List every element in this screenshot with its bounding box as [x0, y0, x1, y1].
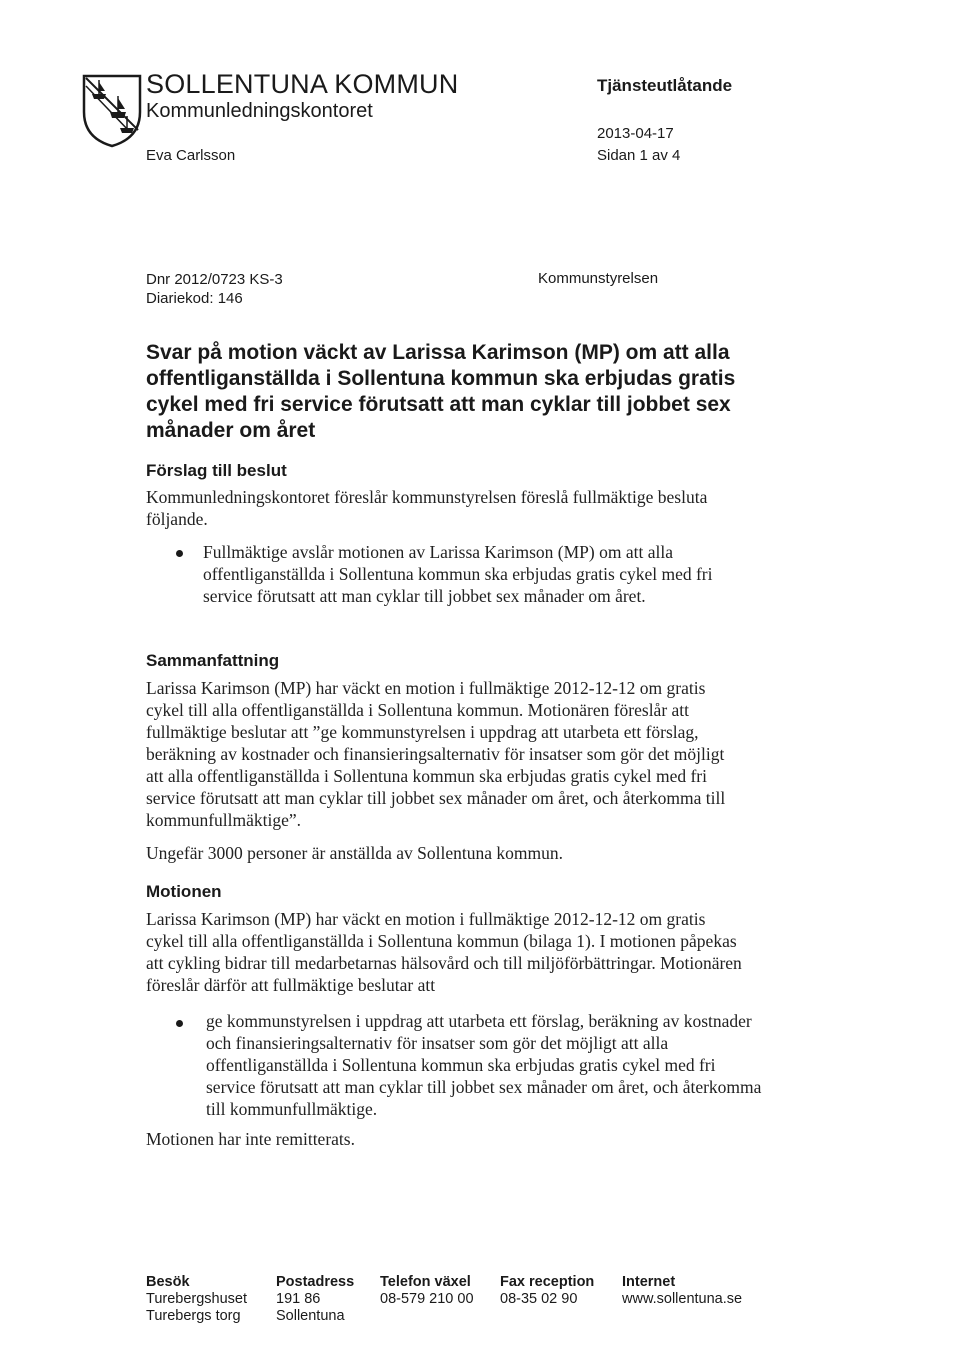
organization-name: SOLLENTUNA KOMMUN	[146, 69, 459, 99]
motionen-paragraph: Larissa Karimson (MP) har väckt en motion i fullmäktige 2012-12-12 om gratis cykel till alla offentliganställda i Sollentuna kommun (bilaga 1). I motionen påpekas att cykling bidrar till medarbetarnas hälsovård och till miljöförbättringar. Motionären föreslår därför att fullmäktige beslutar att	[146, 909, 742, 995]
footer-heading: Besök	[146, 1274, 190, 1290]
sammanfattning-employees: Ungefär 3000 personer är anställda av Sollentuna kommun.	[146, 843, 563, 863]
author-name: Eva Carlsson	[146, 147, 236, 164]
forslag-intro: Kommunledningskontoret föreslår kommunstyrelsen föreslå fullmäktige besluta följande.	[146, 487, 708, 529]
coat-of-arms-icon	[80, 72, 144, 148]
footer-line: 191 86	[276, 1291, 321, 1307]
document-title: Svar på motion väckt av Larissa Karimson (MP) om att alla offentliganställda i Sollentuna kommun ska erbjudas gratis cykel med fri service förutsatt att man cyklar till jobbet sex månader om året	[146, 341, 736, 442]
page-number: Sidan 1 av 4	[597, 147, 681, 164]
diary-number: Dnr 2012/0723 KS-3	[146, 271, 283, 288]
motionen-remittance: Motionen har inte remitterats.	[146, 1129, 355, 1149]
forslag-bullet: Fullmäktige avslår motionen av Larissa Karimson (MP) om att alla offentliganställda i Sollentuna kommun ska erbjudas gratis cykel med fri service förutsatt att man cyklar till jobbet sex månader om året.	[203, 542, 713, 606]
sammanfattning-paragraph: Larissa Karimson (MP) har väckt en motion i fullmäktige 2012-12-12 om gratis cykel till alla offentliganställda i Sollentuna kommun. Motionären föreslår att fullmäktige beslutar att ”ge kommunstyrelsen i uppdrag att utarbeta ett förslag, beräkning av kostnader och finansieringsalternativ för insatser som gör det möjligt att alla offentliganställda i Sollentuna kommun ska erbjudas gratis cykel med fri service förutsatt att man cyklar till jobbet sex månader om året, och återkomma till kommunfullmäktige”.	[146, 678, 726, 830]
bullet-icon	[176, 1020, 183, 1027]
footer-heading: Fax reception	[500, 1274, 595, 1290]
organization-department: Kommunledningskontoret	[146, 100, 373, 122]
footer-phone	[380, 1274, 474, 1308]
footer-line: Turebergshuset	[146, 1291, 248, 1307]
footer-line: 08-579 210 00	[380, 1291, 474, 1307]
section-heading-sammanfattning: Sammanfattning	[146, 651, 280, 670]
footer-internet	[622, 1274, 742, 1308]
document-type: Tjänsteutlåtande	[597, 76, 733, 95]
registration-info	[146, 270, 283, 308]
footer-line: 08-35 02 90	[500, 1291, 578, 1307]
section-heading-forslag: Förslag till beslut	[146, 461, 287, 480]
footer-fax	[500, 1274, 594, 1308]
bullet-icon	[176, 550, 183, 557]
footer-website-link[interactable]: www.sollentuna.se	[622, 1291, 743, 1307]
footer-postal	[276, 1274, 354, 1325]
footer-line: Turebergs torg	[146, 1308, 241, 1324]
footer-line: Sollentuna	[276, 1308, 345, 1324]
footer-heading: Internet	[622, 1274, 676, 1290]
footer-visit	[146, 1274, 247, 1325]
section-heading-motionen: Motionen	[146, 882, 222, 901]
motionen-bullet: ge kommunstyrelsen i uppdrag att utarbeta ett förslag, beräkning av kostnader och finansieringsalternativ för insatser som gör det möjligt att alla offentliganställda i Sollentuna kommun ska erbjudas gratis cykel med fri service förutsatt att man cyklar till jobbet sex månader om året, och återkomma till kommunfullmäktige.	[206, 1011, 762, 1119]
footer-heading: Postadress	[276, 1274, 355, 1290]
footer-heading: Telefon växel	[380, 1274, 471, 1290]
diary-code: Diariekod: 146	[146, 290, 243, 307]
document-date: 2013-04-17	[597, 125, 674, 142]
recipient: Kommunstyrelsen	[538, 270, 659, 287]
